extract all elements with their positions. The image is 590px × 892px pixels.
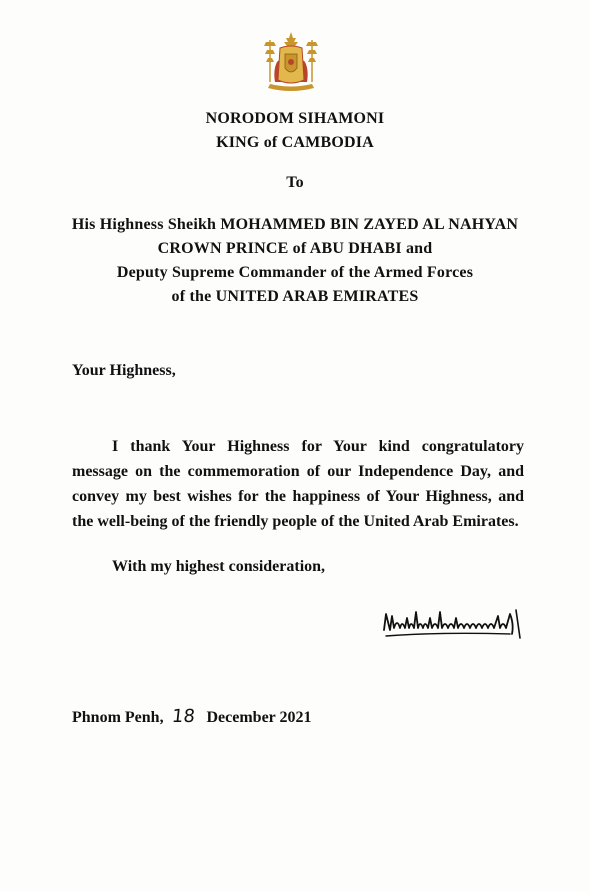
letter-body: I thank Your Highness for Your kind congratulatory message on the commemoration of our Independence Day, and convey my best wishes for the happiness of Your Highness, and the well-being of the friendly people of the United Arab Emirates. [72,438,524,530]
handwritten-day: 18 [170,706,196,727]
handwritten-signature [380,604,530,644]
addressee-line: of the UNITED ARAB EMIRATES [171,288,419,305]
royal-coat-of-arms-icon [258,30,324,94]
addressee-line: CROWN PRINCE of ABU DHABI and [157,240,433,257]
sender-name: NORODOM SIHAMONI [205,110,385,127]
sender-title: KING of CAMBODIA [216,134,374,151]
salutation: Your Highness, [72,362,176,379]
closing: With my highest consideration, [112,558,326,575]
place-and-date [72,706,311,727]
place: Phnom Penh, [72,709,164,726]
addressee-line: Deputy Supreme Commander of the Armed Forces [116,264,474,281]
to-label: To [286,174,304,191]
month-year: December 2021 [206,709,312,726]
addressee-line: His Highness Sheikh MOHAMMED BIN ZAYED AL NAHYAN [71,216,519,233]
